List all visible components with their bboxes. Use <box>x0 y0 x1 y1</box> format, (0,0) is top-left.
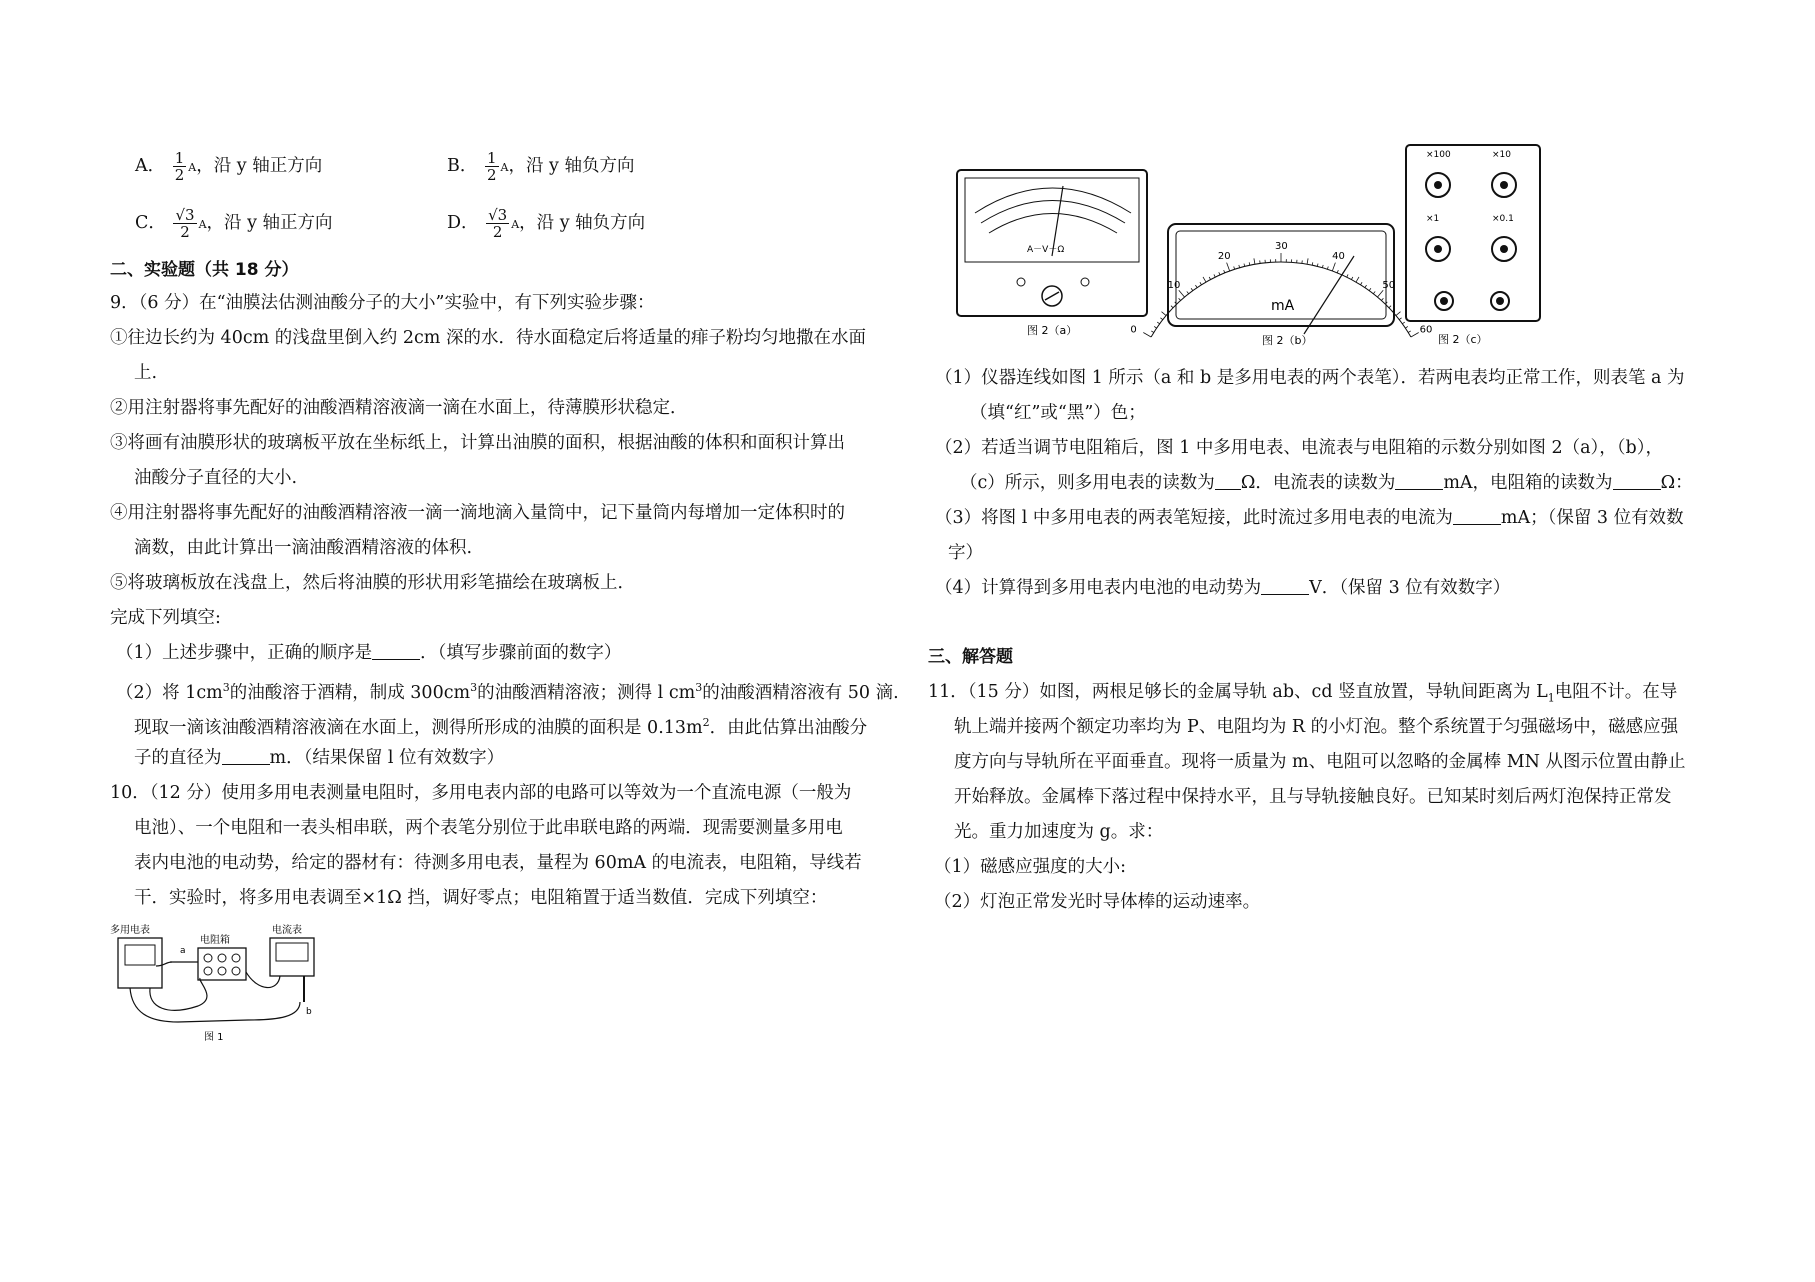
scale-arc <box>981 201 1125 224</box>
dial-knob <box>232 954 240 962</box>
scale-tick <box>1369 288 1371 290</box>
scale-tick <box>1377 290 1383 297</box>
scale-tick <box>1347 274 1348 277</box>
fraction: $\frac{√3}{2}$ <box>175 206 195 241</box>
fig1-ammeter-label: 电流表 <box>272 925 302 936</box>
terminal-center <box>1496 297 1504 305</box>
probe-b-label: b <box>306 1007 312 1017</box>
answer-blank[interactable] <box>1215 473 1241 490</box>
wire <box>246 972 280 988</box>
dial-knob <box>232 967 240 975</box>
knob-slot <box>1045 292 1059 300</box>
ammeter-unit: mA <box>1271 298 1295 314</box>
q10-part4: （4）计算得到多用电表内电池的电动势为 V．（保留 3 位有效数字） <box>935 578 1511 598</box>
resistance-box-frame <box>1406 145 1540 321</box>
scale-tick <box>1209 277 1210 280</box>
q11-line2: 轨上端并接两个额定功率均为 P、电阻均为 R 的小灯泡。整个系统置于匀强磁场中，磁感应强 <box>954 717 1679 737</box>
q9-head: 9．（6 分）在“油膜法估测油酸分子的大小”实验中，有下列实验步骤： <box>110 293 655 313</box>
q9-part2-cont: 现取一滴该油酸酒精溶液滴在水面上，测得所形成的油膜的面积是 $0.13m^2$．由此估算出油酸分 <box>134 716 868 738</box>
scale-tick-label: 30 <box>1275 241 1288 252</box>
scale-tick <box>1195 285 1197 287</box>
answer-blank[interactable] <box>1261 578 1309 595</box>
scale-tick <box>1214 274 1215 277</box>
answer-blank[interactable] <box>1453 508 1501 525</box>
fig1-meter-label: 多用电表 <box>110 925 150 936</box>
q9-step4-cont: 滴数，由此计算出一滴油酸酒精溶液的体积. <box>134 538 473 558</box>
terminal <box>1081 278 1089 286</box>
fig1-caption: 图 1 <box>204 1032 224 1043</box>
q11-line3: 度方向与导轨所在平面垂直。现将一质量为 m、电阻可以忽略的金属棒 MN 从图示位置由静止 <box>954 752 1686 772</box>
scale-tick <box>1373 291 1375 293</box>
option-a[interactable]: A． $\frac{1}{2}$ A，沿 y 轴正方向 <box>135 149 323 184</box>
scale-tick <box>1396 312 1401 316</box>
q10-part3: （3）将图 l 中多用电表的两表笔短接，此时流过多用电表的电流为 mA；（保留 3 位有效数 <box>935 508 1684 528</box>
answer-blank[interactable] <box>222 748 270 765</box>
scale-tick <box>1365 285 1367 287</box>
answer-blank[interactable] <box>960 404 970 420</box>
q9-part2: （2）将 $1cm^3$的油酸溶于酒精，制成 $300cm^3$的油酸酒精溶液；测得 l $cm^3$的油酸酒精溶液有 50 滴. <box>116 681 899 703</box>
q10-part1: （1）仪器连线如图 1 所示（a 和 b 是多用电表的两个表笔）．若两电表均正常工作，则表笔 a 为 <box>935 368 1685 388</box>
scale-tick-label: 50 <box>1382 280 1396 292</box>
q9-step3-cont: 油酸分子直径的大小. <box>134 468 298 488</box>
scale-tick-label: 20 <box>1217 251 1231 263</box>
wire <box>150 978 207 1010</box>
scale-tick <box>1200 282 1202 285</box>
multimeter-frame <box>957 170 1147 316</box>
scale-tick <box>1179 290 1185 297</box>
option-c[interactable]: C． $\frac{√3}{2}$ A，沿 y 轴正方向 <box>135 206 333 241</box>
dial-x0.1[interactable] <box>1492 237 1516 261</box>
dial-label: ×10 <box>1492 150 1511 160</box>
multimeter-screen <box>125 945 155 965</box>
scale-tick <box>1332 263 1335 271</box>
answer-blank[interactable] <box>372 643 420 660</box>
dial-x100[interactable] <box>1426 173 1450 197</box>
scale-tick <box>1360 282 1362 285</box>
scale-tick <box>1307 258 1308 264</box>
pointer <box>1304 256 1354 334</box>
q9-step1-cont: 上. <box>134 363 158 383</box>
fraction: $\frac{√3}{2}$ <box>488 206 508 241</box>
q11-line5: 光。重力加速度为 g。求： <box>954 822 1164 842</box>
q9-part1: （1）上述步骤中，正确的顺序是 ．（填写步骤前面的数字） <box>116 643 622 663</box>
figure-2a-multimeter-dial <box>955 168 1165 338</box>
wire <box>156 962 172 966</box>
scale-tick <box>1381 298 1383 300</box>
q11-line4: 开始释放。金属棒下落过程中保持水平，且与导轨接触良好。已知某时刻后两灯泡保持正常发 <box>954 787 1672 807</box>
dial-knob <box>204 967 212 975</box>
scale-tick <box>1171 306 1173 308</box>
fig2c-caption: 图 2（c） <box>1438 333 1488 346</box>
scale-tick <box>1351 277 1352 280</box>
scale-arc <box>989 214 1117 234</box>
dial-x10[interactable] <box>1492 173 1516 197</box>
probe-a-label: a <box>180 946 186 956</box>
q10-part2: （2）若适当调节电阻箱后，图 1 中多用电表、电流表与电阻箱的示数分别如图 2（a），（b）， <box>935 438 1663 458</box>
figure-1-circuit <box>108 922 328 1044</box>
terminal-center <box>1440 297 1448 305</box>
scale-tick <box>1327 266 1328 269</box>
q9-fill-instruction: 完成下列填空: <box>110 608 221 628</box>
q10-line1: 10．（12 分）使用多用电表测量电阻时，多用电表内部的电路可以等效为一个直流电源（一般为 <box>110 783 852 803</box>
q10-part3-cont: 字） <box>948 543 983 563</box>
q10-part1-cont: （填“红”或“黑”）色； <box>960 401 1146 425</box>
option-b[interactable]: B． $\frac{1}{2}$ A，沿 y 轴负方向 <box>447 149 635 184</box>
q9-step2: ②用注射器将事先配好的油酸酒精溶液滴一滴在水面上，待薄膜形状稳定． <box>110 398 688 418</box>
scale-tick <box>1399 318 1401 320</box>
q9-part2-cont2: 子的直径为 m．（结果保留 l 位有效数字） <box>134 748 505 768</box>
fraction: $\frac{1}{2}$ <box>486 149 497 184</box>
q10-line2: 电池）、一个电阻和一表头相串联，两个表笔分别位于此串联电路的两端．现需要测量多用电 <box>134 818 843 838</box>
terminal <box>1017 278 1025 286</box>
dial-x1[interactable] <box>1426 237 1450 261</box>
answer-blank[interactable] <box>1395 473 1443 490</box>
section3-title: 三、解答题 <box>928 647 1013 667</box>
q11-part2: （2）灯泡正常发光时导体棒的运动速率。 <box>934 892 1261 912</box>
scale-tick <box>1234 266 1235 269</box>
dial-knob <box>218 967 226 975</box>
fig2a-caption: 图 2（a） <box>1027 324 1078 337</box>
q9-step4: ④用注射器将事先配好的油酸酒精溶液一滴一滴地滴入量筒中，记下量筒内每增加一定体积时的 <box>110 503 845 523</box>
q9-step1: ①往边长约为 40cm 的浅盘里倒入约 2cm 深的水．待水面稳定后将适量的痱子粉均匀地撒在水面 <box>110 328 866 348</box>
dial-label: ×1 <box>1426 214 1440 224</box>
q9-step5: ⑤将玻璃板放在浅盘上，然后将油膜的形状用彩笔描绘在玻璃板上． <box>110 573 635 593</box>
scale-tick-label: 40 <box>1332 251 1345 263</box>
ammeter-screen <box>276 943 308 961</box>
dial-label: ×0.1 <box>1492 214 1514 224</box>
scale-tick <box>1179 298 1181 300</box>
scale-tick <box>1227 263 1230 271</box>
q11-line1: 11．（15 分）如图，两根足够长的金属导轨 ab、cd 竖直放置，导轨间距离为 $L_1$电阻不计。在导 <box>928 682 1678 705</box>
figure-2b-ammeter-dial <box>1130 222 1433 348</box>
q11-part1: （1）磁感应强度的大小: <box>934 857 1127 877</box>
fig2a-label: A－V－Ω <box>1027 245 1065 255</box>
fig1-box-label: 电阻箱 <box>200 935 230 946</box>
q10-line4: 干．实验时，将多用电表调至×1Ω 挡，调好零点；电阻箱置于适当数值．完成下列填空： <box>134 888 828 908</box>
scale-tick <box>1224 270 1225 273</box>
scale-tick <box>1187 291 1189 293</box>
scale-tick-label: 10 <box>1167 280 1181 292</box>
dial-label: ×100 <box>1426 150 1451 160</box>
scale-tick <box>1389 306 1391 308</box>
q9-step3: ③将画有油膜形状的玻璃板平放在坐标纸上，计算出油膜的面积，根据油酸的体积和面积计算出 <box>110 433 845 453</box>
dial-knob <box>218 954 226 962</box>
scale-tick <box>1191 288 1193 290</box>
scale-tick <box>1337 270 1338 273</box>
q10-part2-cont: （c）所示，则多用电表的读数为 Ω．电流表的读数为 mA，电阻箱的读数为 Ω： <box>960 473 1693 493</box>
section2-title: 二、实验题（共 18 分） <box>110 260 299 280</box>
answer-blank[interactable] <box>1613 473 1661 490</box>
dial-knob <box>204 954 212 962</box>
ammeter-box <box>270 938 314 976</box>
scale-tick <box>1254 258 1255 264</box>
option-d[interactable]: D． $\frac{√3}{2}$ A，沿 y 轴负方向 <box>447 206 646 241</box>
scale-tick <box>1356 277 1359 282</box>
figure-2c-resistance-box <box>1404 143 1546 348</box>
scale-tick <box>1219 272 1220 275</box>
scale-tick <box>1203 277 1206 282</box>
fig2b-caption: 图 2（b） <box>1262 334 1313 347</box>
scale-tick-label: 0 <box>1130 324 1137 336</box>
q10-line3: 表内电池的电动势，给定的器材有：待测多用电表，量程为 60mA 的电流表，电阻箱，导线若 <box>134 853 862 873</box>
fraction: $\frac{1}{2}$ <box>174 149 185 184</box>
scale-tick-label: 60 <box>1419 324 1433 336</box>
